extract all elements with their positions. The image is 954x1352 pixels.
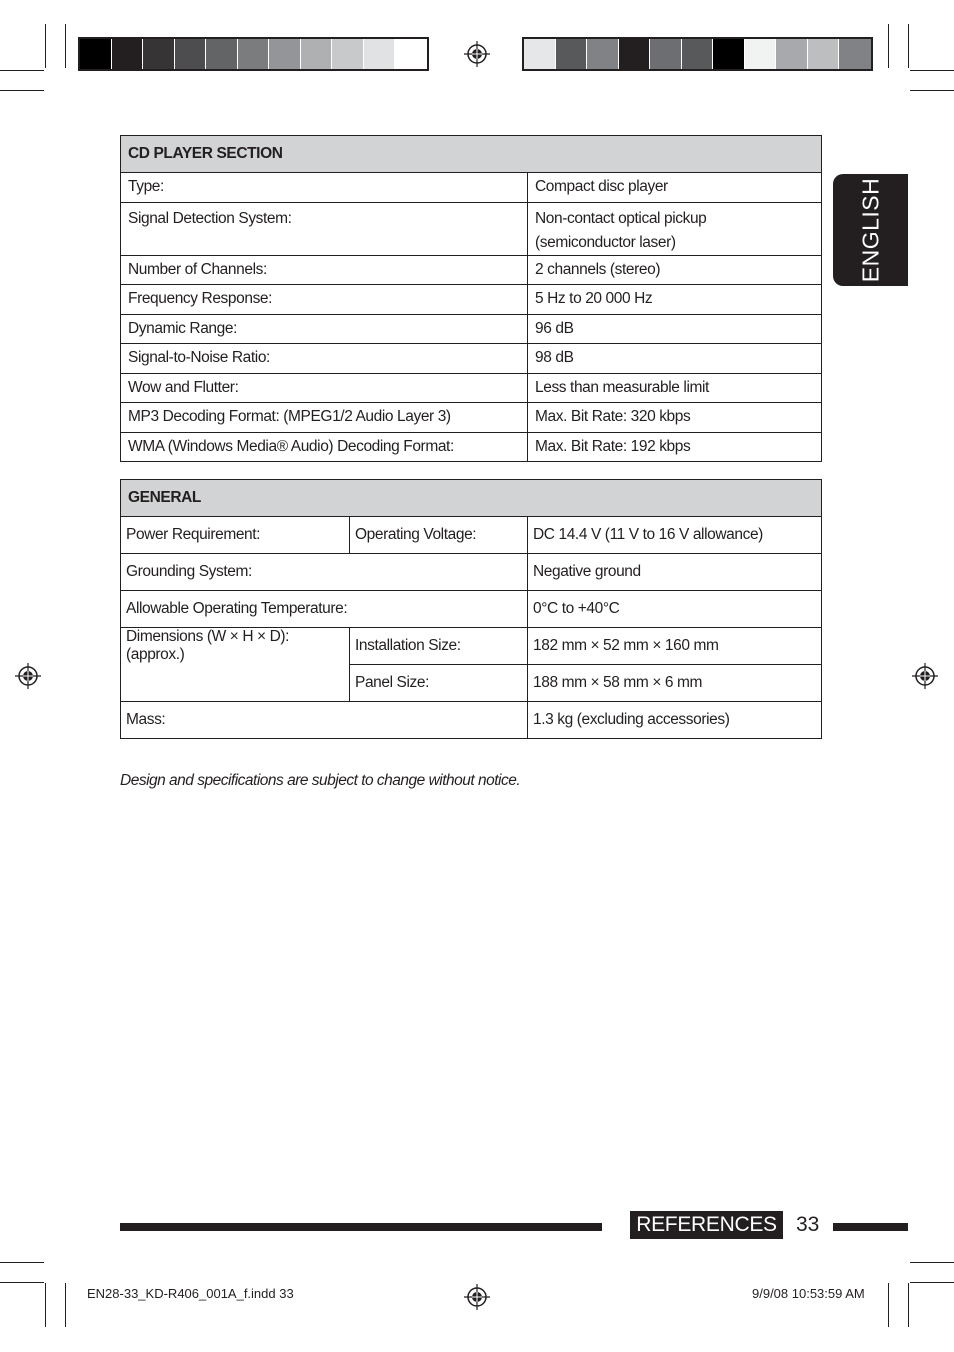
table-row (121, 517, 822, 554)
spec-label: Dimensions (W × H × D): (approx.) (121, 628, 350, 702)
crop-mark (908, 24, 909, 68)
crop-mark (910, 1282, 954, 1283)
spec-label: MP3 Decoding Format: (MPEG1/2 Audio Layer 3) (121, 403, 528, 433)
section-label: REFERENCES (630, 1211, 783, 1239)
color-calibration-bar-right (522, 37, 873, 71)
crop-mark (910, 90, 954, 91)
table-row (121, 628, 822, 665)
crop-mark (0, 90, 44, 91)
spec-sublabel: Panel Size: (350, 665, 528, 702)
spec-label: WMA (Windows Media® Audio) Decoding Format: (121, 432, 528, 462)
spec-value: Less than measurable limit (528, 373, 822, 403)
color-swatch (713, 39, 745, 69)
spec-value: Max. Bit Rate: 192 kbps (528, 432, 822, 462)
spec-value: DC 14.4 V (11 V to 16 V allowance) (528, 517, 822, 554)
spec-label: Frequency Response: (121, 285, 528, 315)
table-row (121, 432, 822, 462)
page-number: 33 (796, 1213, 820, 1236)
color-swatch (175, 39, 207, 69)
crop-mark (910, 1262, 954, 1263)
table-row (121, 591, 822, 628)
spec-label: Grounding System: (121, 554, 528, 591)
table-row (121, 255, 822, 285)
crop-mark (888, 1283, 889, 1327)
color-swatch (112, 39, 144, 69)
color-swatch (745, 39, 777, 69)
color-swatch (269, 39, 301, 69)
spec-value: Negative ground (528, 554, 822, 591)
color-swatch (556, 39, 588, 69)
spec-value: Compact disc player (528, 173, 822, 203)
spec-value-line: (semiconductor laser) (535, 233, 676, 251)
table-row (121, 314, 822, 344)
table-row (121, 702, 822, 739)
crop-mark (0, 1262, 44, 1263)
registration-mark-icon (912, 663, 938, 689)
color-swatch (682, 39, 714, 69)
table-row (121, 344, 822, 374)
spec-label: Wow and Flutter: (121, 373, 528, 403)
crop-mark (65, 1283, 66, 1327)
color-swatch (587, 39, 619, 69)
language-tab-label: ENGLISH (857, 177, 883, 283)
spec-value: Max. Bit Rate: 320 kbps (528, 403, 822, 433)
color-swatch (332, 39, 364, 69)
color-swatch (238, 39, 270, 69)
footer-rule (120, 1223, 602, 1231)
color-swatch (206, 39, 238, 69)
footer-rule (833, 1223, 908, 1231)
language-tab (833, 174, 908, 286)
spec-value: 96 dB (528, 314, 822, 344)
spec-label: Dynamic Range: (121, 314, 528, 344)
spec-label: Type: (121, 173, 528, 203)
general-section-title: GENERAL (121, 480, 822, 517)
crop-mark (0, 70, 44, 71)
spec-value: 182 mm × 52 mm × 160 mm (528, 628, 822, 665)
spec-sublabel: Installation Size: (350, 628, 528, 665)
table-row (121, 373, 822, 403)
spec-label: Signal-to-Noise Ratio: (121, 344, 528, 374)
spec-value: 5 Hz to 20 000 Hz (528, 285, 822, 315)
color-swatch (80, 39, 112, 69)
table-row (121, 285, 822, 315)
disclaimer-note: Design and specifications are subject to change without notice. (120, 772, 521, 789)
spec-sublabel: Operating Voltage: (350, 517, 528, 554)
registration-mark-icon (15, 663, 41, 689)
table-row (121, 202, 822, 255)
color-swatch (301, 39, 333, 69)
crop-mark (908, 1283, 909, 1327)
spec-value: 0°C to +40°C (528, 591, 822, 628)
table-row (121, 403, 822, 433)
crop-mark (65, 24, 66, 68)
spec-label: Mass: (121, 702, 528, 739)
crop-mark (0, 1282, 44, 1283)
spec-value (528, 202, 822, 255)
registration-mark-icon (464, 41, 490, 67)
crop-mark (888, 24, 889, 68)
color-swatch (619, 39, 651, 69)
spec-label: Allowable Operating Temperature: (121, 591, 528, 628)
slug-timestamp: 9/9/08 10:53:59 AM (752, 1286, 865, 1301)
general-spec-table (120, 479, 822, 739)
spec-value: 98 dB (528, 344, 822, 374)
color-swatch (395, 39, 427, 69)
slug-filename: EN28-33_KD-R406_001A_f.indd 33 (87, 1286, 294, 1301)
spec-label: Signal Detection System: (121, 202, 528, 255)
color-swatch (524, 39, 556, 69)
color-swatch (839, 39, 871, 69)
color-calibration-bar-left (78, 37, 429, 71)
spec-label: Power Requirement: (121, 517, 350, 554)
crop-mark (45, 1283, 46, 1327)
spec-value: 2 channels (stereo) (528, 255, 822, 285)
color-swatch (143, 39, 175, 69)
color-swatch (364, 39, 396, 69)
cd-player-spec-table (120, 135, 822, 462)
cd-section-title: CD PLAYER SECTION (121, 136, 822, 173)
spec-label: Number of Channels: (121, 255, 528, 285)
crop-mark (45, 24, 46, 68)
color-swatch (808, 39, 840, 69)
color-swatch (776, 39, 808, 69)
spec-value: 188 mm × 58 mm × 6 mm (528, 665, 822, 702)
color-swatch (650, 39, 682, 69)
spec-value: 1.3 kg (excluding accessories) (528, 702, 822, 739)
spec-value-line: Non-contact optical pickup (535, 209, 707, 227)
table-row (121, 173, 822, 203)
table-row (121, 554, 822, 591)
registration-mark-icon (464, 1284, 490, 1310)
crop-mark (910, 70, 954, 71)
